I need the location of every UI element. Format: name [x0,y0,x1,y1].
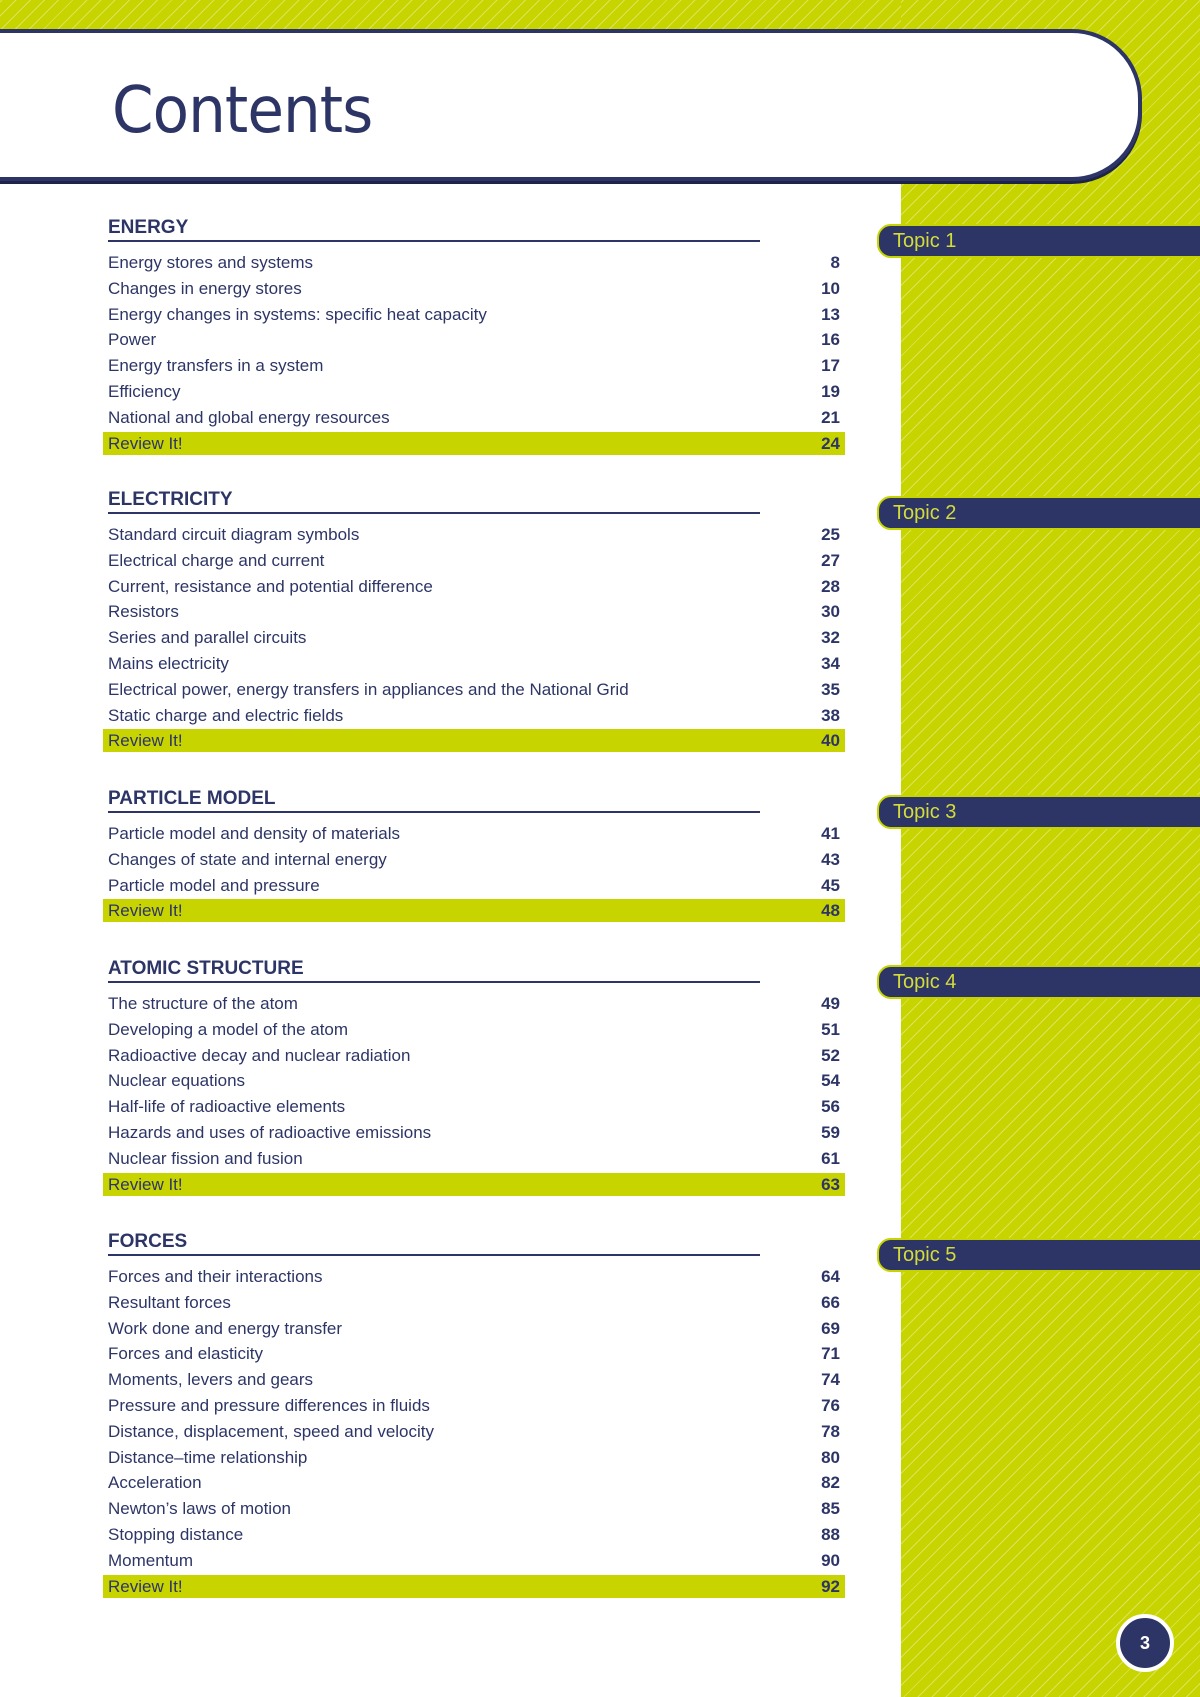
item-page-number: 28 [821,576,840,596]
item-title: The structure of the atom [108,994,298,1013]
contents-item[interactable] [103,1120,845,1146]
item-page-number: 21 [821,407,840,427]
contents-item[interactable] [103,574,845,600]
topic-tab[interactable]: Topic 1 [877,224,1200,258]
section-heading: ATOMIC STRUCTURE [108,957,760,983]
review-it-row[interactable] [103,899,845,922]
contents-item[interactable] [103,677,845,703]
section-heading: PARTICLE MODEL [108,787,760,813]
item-title: Stopping distance [108,1524,244,1544]
section-items [103,522,845,752]
contents-item[interactable] [103,1068,845,1094]
item-title: Review It! [108,433,183,453]
review-it-row[interactable] [103,432,845,455]
contents-item[interactable] [103,1548,845,1574]
item-page-number: 38 [821,705,840,725]
item-title: Standard circuit diagram symbols [108,525,360,544]
topic-tab[interactable]: Topic 3 [877,795,1200,829]
item-title: Half-life of radioactive elements [108,1097,346,1117]
contents-item[interactable] [103,1146,845,1172]
item-page-number: 90 [821,1550,840,1570]
contents-item[interactable] [103,1522,845,1548]
item-page-number: 27 [821,550,840,570]
section-items [103,821,845,922]
contents-item[interactable] [103,250,845,276]
item-title: Particle model and density of materials [108,824,400,843]
contents-item[interactable] [103,651,845,677]
item-title: Acceleration [108,1473,202,1493]
item-title: Nuclear equations [108,1071,246,1091]
item-title: Current, resistance and potential difference [108,576,433,596]
section-heading: ENERGY [108,216,760,242]
item-page-number: 82 [821,1473,840,1493]
item-title: Series and parallel circuits [108,628,307,648]
contents-item[interactable] [103,625,845,651]
contents-item[interactable] [103,302,845,328]
item-page-number: 32 [821,628,840,648]
item-page-number: 92 [821,1576,840,1596]
review-it-row[interactable] [103,1575,845,1598]
review-it-row[interactable] [103,729,845,752]
item-page-number: 56 [821,1097,840,1117]
item-page-number: 40 [821,731,840,751]
item-title: National and global energy resources [108,407,390,427]
contents-item[interactable] [103,1264,845,1290]
item-title: Pressure and pressure differences in fluids [108,1395,430,1415]
contents-item[interactable] [103,1496,845,1522]
contents-item[interactable] [103,1367,845,1393]
page-title: Contents [112,74,373,148]
contents-item[interactable] [103,873,845,899]
contents-item[interactable] [103,1316,845,1342]
item-page-number: 74 [821,1370,840,1390]
item-page-number: 76 [821,1395,840,1415]
contents-item[interactable] [103,327,845,353]
item-title: Review It! [108,1576,183,1596]
item-page-number: 63 [821,1174,840,1194]
item-page-number: 19 [821,381,840,401]
contents-item[interactable] [103,1290,845,1316]
item-page-number: 24 [821,433,840,453]
item-page-number: 35 [821,679,840,699]
item-page-number: 54 [821,1071,840,1091]
contents-item[interactable] [103,821,845,847]
contents-item[interactable] [103,1043,845,1069]
topic-tab[interactable]: Topic 5 [877,1238,1200,1272]
item-title: Resultant forces [108,1292,231,1312]
item-title: Newton’s laws of motion [108,1499,291,1519]
item-page-number: 8 [830,253,840,272]
item-page-number: 85 [821,1499,840,1519]
item-title: Changes of state and internal energy [108,849,387,869]
item-title: Changes in energy stores [108,278,302,298]
item-title: Review It! [108,731,183,751]
item-page-number: 64 [821,1267,840,1286]
item-title: Radioactive decay and nuclear radiation [108,1045,411,1065]
contents-item[interactable] [103,1341,845,1367]
topic-tab[interactable]: Topic 2 [877,496,1200,530]
item-page-number: 25 [821,525,840,544]
section-items [103,991,845,1196]
item-title: Distance, displacement, speed and velocity [108,1421,435,1441]
item-title: Energy stores and systems [108,253,314,272]
contents-item[interactable] [103,1445,845,1471]
contents-item[interactable] [103,1419,845,1445]
item-title: Momentum [108,1550,194,1570]
item-page-number: 13 [821,304,840,324]
item-title: Review It! [108,1174,183,1194]
item-page-number: 69 [821,1318,840,1338]
contents-item[interactable] [103,522,845,548]
item-page-number: 17 [821,356,840,376]
item-title: Work done and energy transfer [108,1318,343,1338]
section-items [103,1264,845,1598]
page-number-badge: 3 [1116,1614,1174,1672]
item-title: Forces and elasticity [108,1344,263,1364]
section-items [103,250,845,455]
contents-item[interactable] [103,379,845,405]
item-title: Distance–time relationship [108,1447,308,1467]
item-page-number: 45 [821,875,840,895]
item-page-number: 61 [821,1148,840,1168]
contents-item[interactable] [103,1470,845,1496]
item-page-number: 52 [821,1045,840,1065]
contents-item[interactable] [103,599,845,625]
item-title: Review It! [108,901,183,921]
item-title: Efficiency [108,381,181,401]
contents-item[interactable] [103,1393,845,1419]
item-page-number: 34 [821,653,840,673]
item-title: Electrical charge and current [108,550,325,570]
item-title: Moments, levers and gears [108,1370,314,1390]
item-title: Power [108,330,157,350]
item-title: Energy changes in systems: specific heat capacity [108,304,487,324]
item-title: Particle model and pressure [108,875,320,895]
contents-item[interactable] [103,548,845,574]
contents-item[interactable] [103,353,845,379]
item-title: Resistors [108,602,179,622]
item-page-number: 59 [821,1122,840,1142]
item-page-number: 78 [821,1421,840,1441]
item-page-number: 51 [821,1019,840,1039]
item-page-number: 66 [821,1292,840,1312]
item-page-number: 88 [821,1524,840,1544]
item-page-number: 80 [821,1447,840,1467]
contents-item[interactable] [103,847,845,873]
item-page-number: 41 [821,824,840,843]
item-page-number: 49 [821,994,840,1013]
contents-item[interactable] [103,703,845,729]
contents-item[interactable] [103,276,845,302]
item-page-number: 30 [821,602,840,622]
item-title: Electrical power, energy transfers in appliances and the National Grid [108,679,629,699]
contents-item[interactable] [103,991,845,1017]
contents-item[interactable] [103,1094,845,1120]
section-heading: ELECTRICITY [108,488,760,514]
contents-item[interactable] [103,405,845,431]
item-page-number: 48 [821,901,840,921]
item-title: Forces and their interactions [108,1267,323,1286]
item-title: Nuclear fission and fusion [108,1148,303,1168]
section-heading: FORCES [108,1230,760,1256]
item-title: Mains electricity [108,653,229,673]
review-it-row[interactable] [103,1173,845,1196]
item-page-number: 16 [821,330,840,350]
item-page-number: 43 [821,849,840,869]
item-title: Energy transfers in a system [108,356,324,376]
topic-tab[interactable]: Topic 4 [877,965,1200,999]
contents-item[interactable] [103,1017,845,1043]
item-title: Hazards and uses of radioactive emissions [108,1122,432,1142]
item-page-number: 71 [821,1344,840,1364]
item-title: Static charge and electric fields [108,705,344,725]
item-page-number: 10 [821,278,840,298]
item-title: Developing a model of the atom [108,1019,349,1039]
